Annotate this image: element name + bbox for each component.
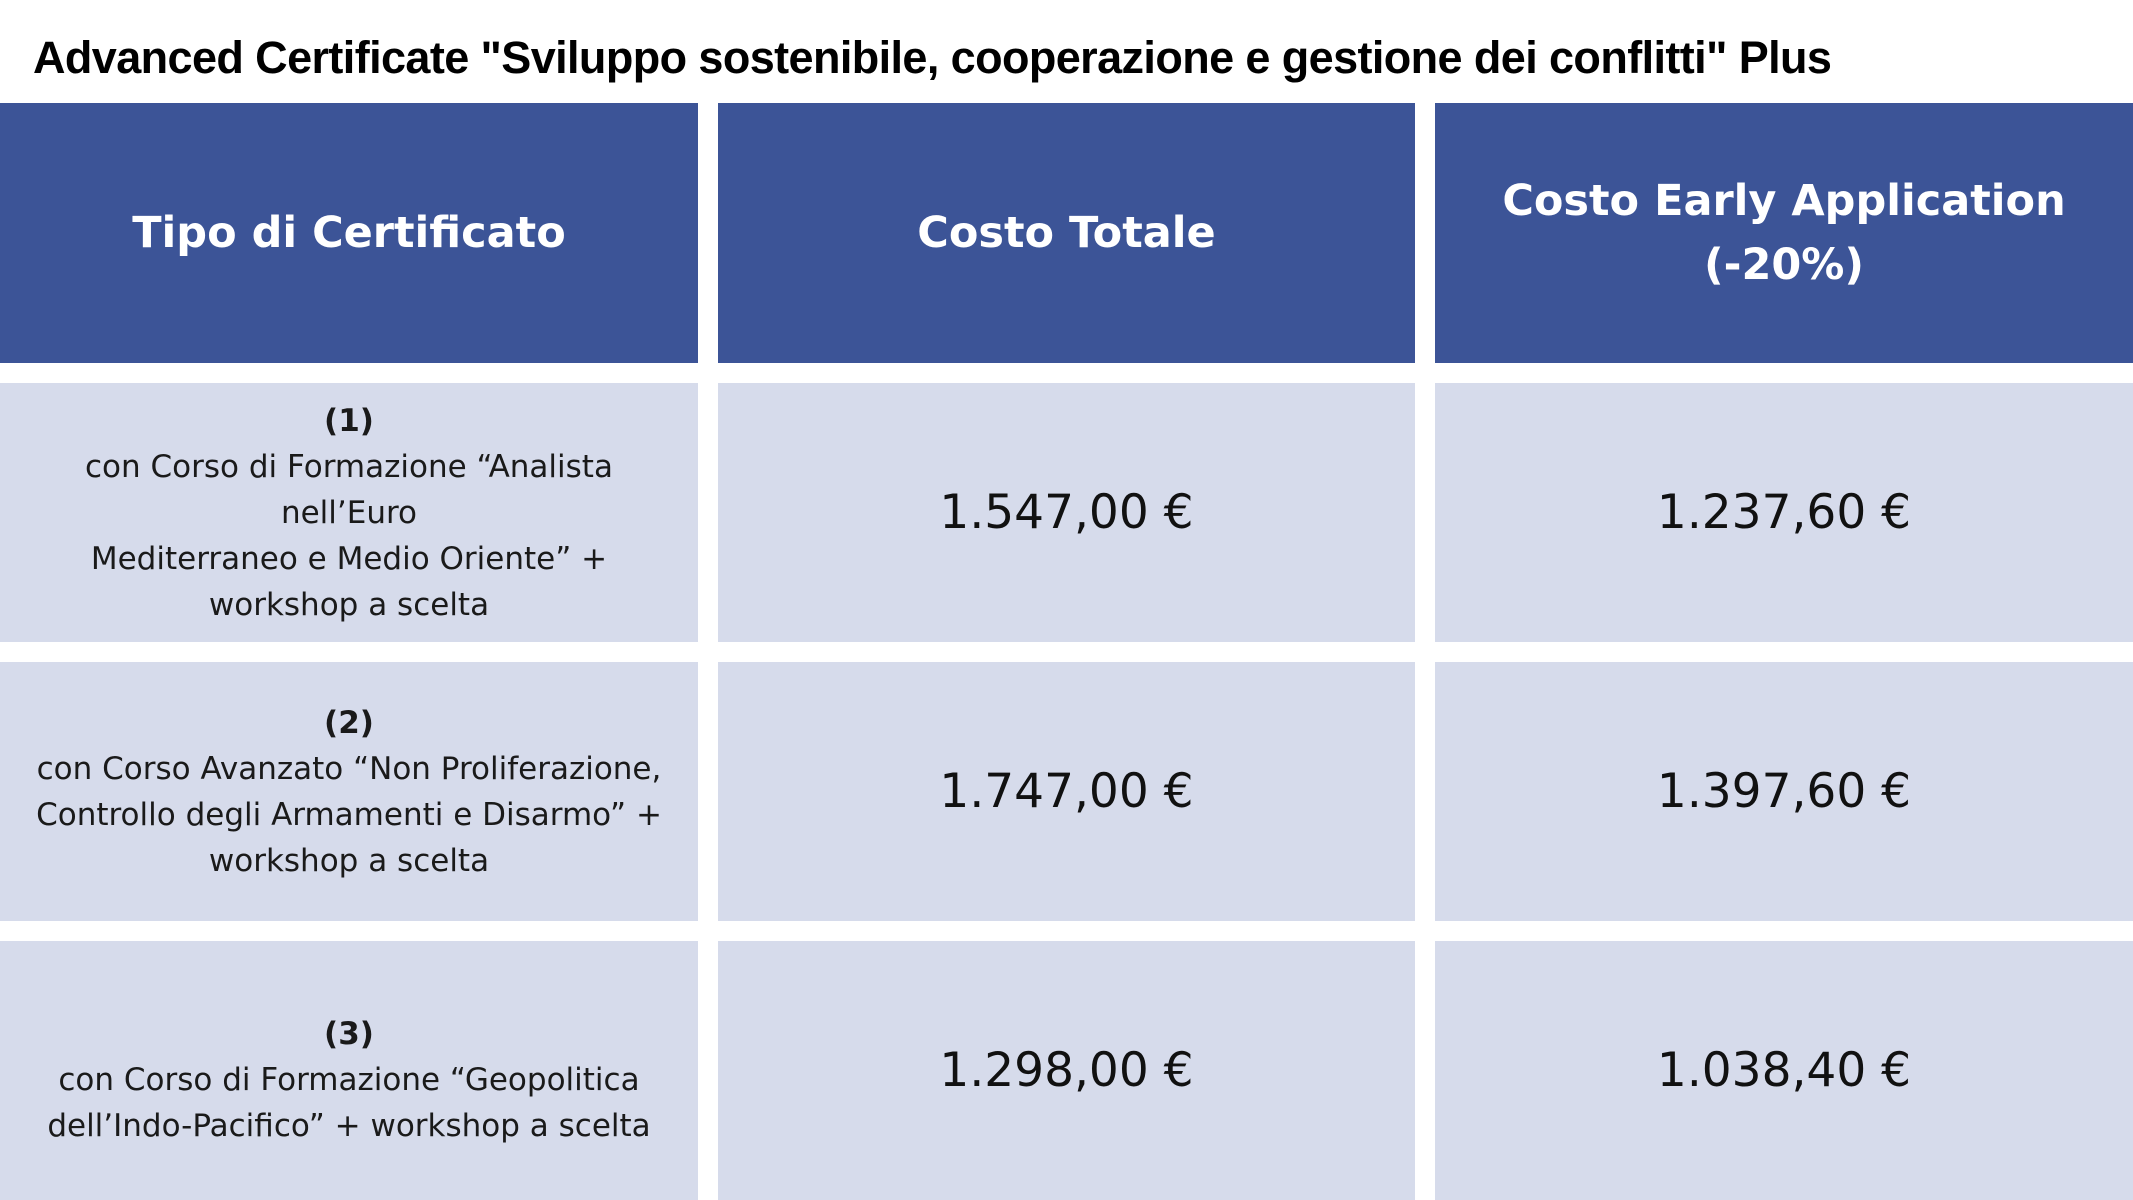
page-title: Advanced Certificate "Sviluppo sostenibile, cooperazione e gestione dei conflitti" Plus xyxy=(33,32,1832,83)
certificate-description-line: workshop a scelta xyxy=(208,586,490,623)
header-total-cost xyxy=(718,103,1415,363)
certificate-description-line: dell’Indo-Pacifico” + workshop a scelta xyxy=(47,1107,651,1144)
early-cost-value: 1.237,60 € xyxy=(1656,484,1912,540)
total-cost-value: 1.547,00 € xyxy=(939,484,1194,540)
header-certificate-type xyxy=(0,103,698,363)
table-row-1-early-cost xyxy=(1435,383,2133,642)
table-row-1-total-cost xyxy=(718,383,1415,642)
certificate-description xyxy=(29,1011,668,1149)
certificate-number: (1) xyxy=(324,402,374,439)
table-row-2-total-cost xyxy=(718,662,1415,921)
certificate-description-line: Controllo degli Armamenti e Disarmo” + xyxy=(36,796,662,833)
total-cost-value: 1.747,00 € xyxy=(939,763,1194,819)
header-total-cost-label: Costo Totale xyxy=(917,208,1216,258)
certificate-number: (3) xyxy=(324,1015,374,1052)
total-cost-value: 1.298,00 € xyxy=(939,1042,1194,1098)
header-certificate-type-label: Tipo di Certificato xyxy=(132,208,566,258)
header-early-application-label: Costo Early Application xyxy=(1502,176,2066,226)
early-cost-value: 1.038,40 € xyxy=(1656,1042,1912,1098)
table-row-2-certificate xyxy=(0,662,698,921)
header-early-application-discount: (-20%) xyxy=(1703,240,1865,290)
certificate-description xyxy=(0,398,698,628)
table-row-1-certificate xyxy=(0,383,698,642)
certificate-description-line: Mediterraneo e Medio Oriente” + xyxy=(90,540,608,577)
table-row-3-certificate xyxy=(0,941,698,1200)
table-row-2-early-cost xyxy=(1435,662,2133,921)
table-row-3-early-cost xyxy=(1435,941,2133,1200)
early-cost-value: 1.397,60 € xyxy=(1656,763,1912,819)
certificate-description-line: con Corso di Formazione “Analista nell’Euro xyxy=(85,448,613,531)
table-row-3-total-cost xyxy=(718,941,1415,1200)
certificate-description xyxy=(18,700,680,884)
certificate-description-line: con Corso Avanzato “Non Proliferazione, xyxy=(36,750,662,787)
certificate-description-line: con Corso di Formazione “Geopolitica xyxy=(58,1061,640,1098)
header-early-application-cost xyxy=(1435,103,2133,363)
certificate-number: (2) xyxy=(324,704,374,741)
certificate-description-line: workshop a scelta xyxy=(208,842,490,879)
